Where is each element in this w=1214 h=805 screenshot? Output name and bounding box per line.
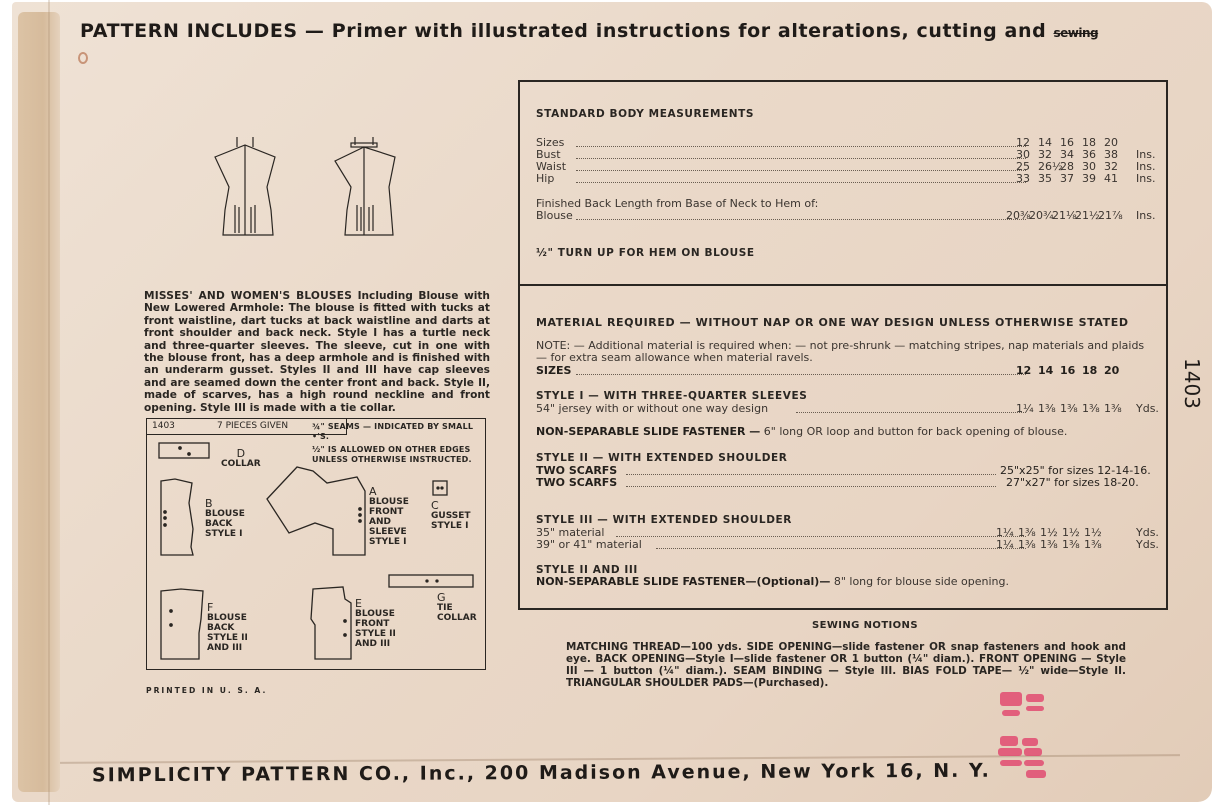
piece-label-c: C GUSSET STYLE I: [431, 499, 471, 531]
material-sizes-row: SIZES 12 14 16 18 20: [536, 364, 1120, 377]
blouse-back-illustrations: [205, 125, 425, 245]
description-lead: MISSES' AND WOMEN'S BLOUSES: [144, 290, 353, 302]
style3-row-1: 35" material 1¼ 1⅜ 1½ 1½ 1½ Yds.: [536, 526, 1159, 539]
material-title: MATERIAL REQUIRED — WITHOUT NAP OR ONE WAY DESIGN UNLESS OTHERWISE STATED: [536, 316, 1129, 329]
pattern-description: [144, 290, 490, 414]
description-body: Including Blouse with New Lowered Armhole: The blouse is fitted with tucks at front waistline, dart tucks at back waistline and darts at front shoulder and back neck. Style I has a turtle neck and three-quarter sleeves. The sleeve, cut in one with the blouse front, has a deep armhole and is finished with an underarm gusset. Styles II and III have cap sleeves and are seamed down the center front and back. Style II, made of scarves, has a high round neckline and front opening. Style III is made with a tie collar.: [144, 290, 490, 414]
back-length-heading: Finished Back Length from Base of Neck to Hem of:: [536, 197, 819, 210]
header-smudged-word: sewing: [1053, 26, 1099, 40]
style2-title: STYLE II — WITH EXTENDED SHOULDER: [536, 452, 788, 464]
style1-row: 54" jersey with or without one way design 1¼ 1⅜ 1⅜ 1⅜ 1⅜ Yds.: [536, 402, 1159, 415]
printed-in-usa: PRINTED IN U. S. A.: [146, 686, 268, 695]
style23-title: STYLE II AND III: [536, 564, 638, 576]
hem-note: ½" TURN UP FOR HEM ON BLOUSE: [536, 247, 755, 259]
edge-note: ½" IS ALLOWED ON OTHER EDGES UNLESS OTHERWISE INSTRUCTED.: [312, 445, 472, 464]
style23-fastener-note: NON-SEPARABLE SLIDE FASTENER—(Optional)— 8" long for blouse side opening.: [536, 575, 1009, 588]
piece-label-d: D COLLAR: [221, 447, 261, 469]
measurement-row-back-length: Blouse 20⅜ 20¾ 21⅛ 21½ 21⅞ Ins.: [536, 209, 1156, 222]
header-text: PATTERN INCLUDES — Primer with illustrated instructions for alterations, cutting and: [80, 20, 1047, 42]
sewing-notions-title: SEWING NOTIONS: [812, 620, 918, 631]
measurement-row-sizes: Sizes 12 14 16 18 20: [536, 136, 1118, 149]
measurement-row-bust: Bust 30 32 34 36 38 Ins.: [536, 148, 1156, 161]
measurement-row-hip: Hip 33 35 37 39 41 Ins.: [536, 172, 1156, 185]
blouse-sketch-icon: [205, 125, 425, 245]
stain-mark: [78, 52, 88, 64]
publisher-footer: SIMPLICITY PATTERN CO., Inc., 200 Madison Avenue, New York 16, N. Y.: [91, 759, 991, 787]
panel-divider: [520, 284, 1166, 286]
piece-label-e: E BLOUSE FRONT STYLE II AND III: [355, 597, 396, 649]
fastener1-note: NON-SEPARABLE SLIDE FASTENER — 6" long OR loop and button for back opening of blouse.: [536, 425, 1068, 438]
side-pattern-number: 1403: [1180, 358, 1204, 409]
seam-note: ¾" SEAMS — INDICATED BY SMALL •'S.: [312, 422, 474, 441]
sewing-notions-text: MATCHING THREAD—100 yds. SIDE OPENING—slide fastener OR snap fasteners and hook and eye. BACK OPENING—Style I—slide fastener OR 1 button (¼" diam.). FRONT OPENING — Style III — 1 button (¼" diam.). SEAM BINDING — Style III. BIAS FOLD TAPE— ½" wide—Style II. TRIANGULAR SHOULDER PADS—(Purchased).: [566, 641, 1126, 689]
measurement-row-waist: Waist 25 26½ 28 30 32 Ins.: [536, 160, 1156, 173]
pink-ink-stamp: [996, 690, 1048, 780]
measurements-panel: [518, 80, 1168, 610]
fold-line: [48, 0, 50, 805]
style2-row-2: TWO SCARFS 27"x27" for sizes 18-20.: [536, 476, 1139, 489]
header-pattern-includes: [80, 20, 1098, 42]
pattern-pieces-diagram: [146, 418, 486, 670]
measurements-title: STANDARD BODY MEASUREMENTS: [536, 108, 755, 120]
style1-title: STYLE I — WITH THREE-QUARTER SLEEVES: [536, 390, 808, 402]
style2-row-1: TWO SCARFS 25"x25" for sizes 12-14-16.: [536, 464, 1151, 477]
pattern-piece-shapes-icon: [147, 419, 487, 671]
piece-label-f: F BLOUSE BACK STYLE II AND III: [207, 601, 248, 653]
pieces-pattern-number: 1403: [152, 421, 175, 431]
piece-label-g: G TIE COLLAR: [437, 591, 477, 623]
material-note: NOTE: — Additional material is required when: — not pre-shrunk — matching stripes, nap materials and plaids — for extra seam allowance when material ravels.: [536, 339, 1145, 364]
piece-label-b: B BLOUSE BACK STYLE I: [205, 497, 245, 539]
torn-flap: [18, 12, 60, 792]
piece-label-a: A BLOUSE FRONT AND SLEEVE STYLE I: [369, 485, 409, 547]
style3-title: STYLE III — WITH EXTENDED SHOULDER: [536, 514, 792, 526]
pieces-count: 7 PIECES GIVEN: [217, 421, 289, 431]
style3-row-2: 39" or 41" material 1¼ 1⅜ 1⅜ 1⅜ 1⅜ Yds.: [536, 538, 1159, 551]
